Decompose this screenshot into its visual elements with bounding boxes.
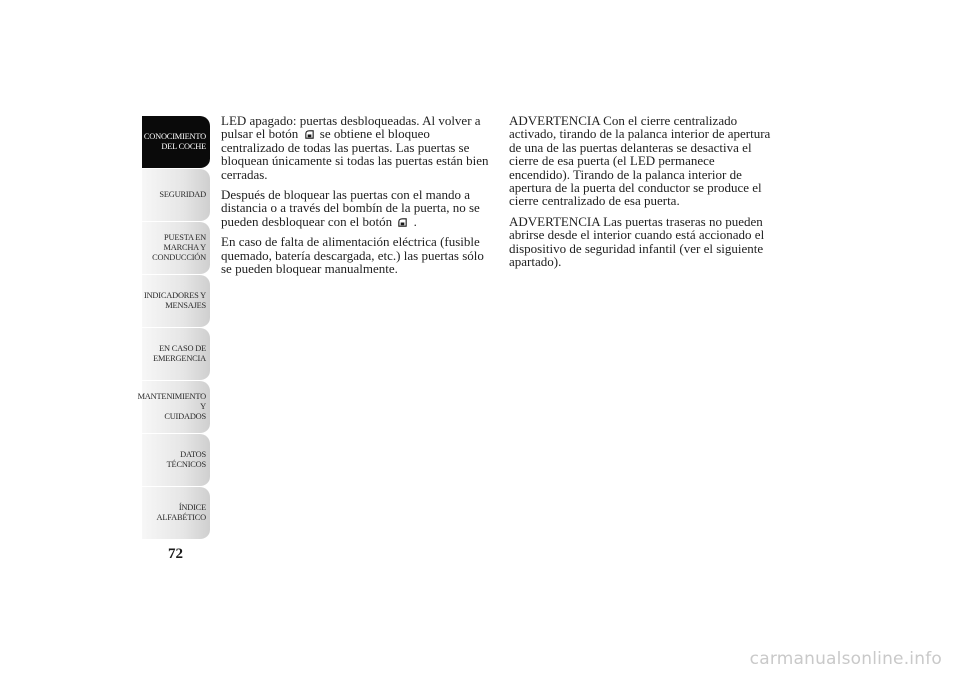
tab-label: ÍNDICE ALFABÉTICO	[156, 503, 206, 522]
tab-indice-alfabetico[interactable]	[142, 487, 210, 540]
chapter-sidebar	[137, 116, 210, 540]
tab-datos-tecnicos[interactable]	[142, 434, 210, 487]
tab-label: DATOS TÉCNICOS	[166, 450, 206, 469]
right-text-column	[509, 114, 775, 275]
paragraph	[221, 114, 493, 181]
door-lock-icon	[304, 129, 315, 140]
tab-indicadores-y-mensajes[interactable]	[142, 275, 210, 328]
left-text-column	[221, 114, 493, 282]
paragraph-text: Después de bloquear las puertas con el mando a distancia o a través del bombín de la puerta, no se pueden desbloquear con el botón	[221, 187, 480, 229]
paragraph-text: LED apagado: puertas desbloqueadas. Al volver a pulsar el botón	[221, 113, 481, 142]
tab-mantenimiento-y-cuidados[interactable]	[137, 381, 210, 434]
tab-label: INDICADORES Y MENSAJES	[144, 291, 206, 310]
tab-label: SEGURIDAD	[159, 190, 206, 199]
warning-paragraph: ADVERTENCIA Las puertas traseras no pueden abrirse desde el interior cuando está accionado el dispositivo de seguridad infantil (ver el siguiente apartado).	[509, 213, 765, 270]
paragraph: En caso de falta de alimentación eléctrica (fusible quemado, batería descargada, etc.) las puertas sólo se pueden bloquear manualmente.	[221, 234, 484, 277]
tab-label: MANTENIMIENTO Y CUIDADOS	[137, 392, 206, 421]
paragraph-text: se obtiene el bloqueo centralizado de todas las puertas. Las puertas se bloquean únicamente si todas las puertas están bien cerradas.	[221, 126, 489, 182]
tab-label: EN CASO DE EMERGENCIA	[153, 344, 206, 363]
watermark: carmanualsonline.info	[749, 649, 942, 669]
tab-puesta-en-marcha[interactable]	[142, 222, 210, 275]
tab-en-caso-de-emergencia[interactable]	[142, 328, 210, 381]
door-lock-icon	[397, 217, 408, 228]
paragraph-text: .	[413, 213, 417, 229]
paragraph	[221, 188, 493, 228]
tab-label: PUESTA EN MARCHA Y CONDUCCIÓN	[152, 233, 206, 262]
tab-seguridad[interactable]	[142, 169, 210, 222]
tab-label: CONOCIMIENTO DEL COCHE	[143, 132, 206, 151]
tab-conocimiento-del-coche[interactable]	[142, 116, 210, 169]
page-number: 72	[168, 546, 183, 562]
warning-paragraph: ADVERTENCIA Con el cierre centralizado activado, tirando de la palanca interior de apertura de una de las puertas delanteras se desactiva el cierre de esa puerta (el LED permanece encendido). Tirando de la palanca interior de apertura de la puerta del conductor se produce el cierre centralizado de esa puerta.	[509, 113, 771, 209]
